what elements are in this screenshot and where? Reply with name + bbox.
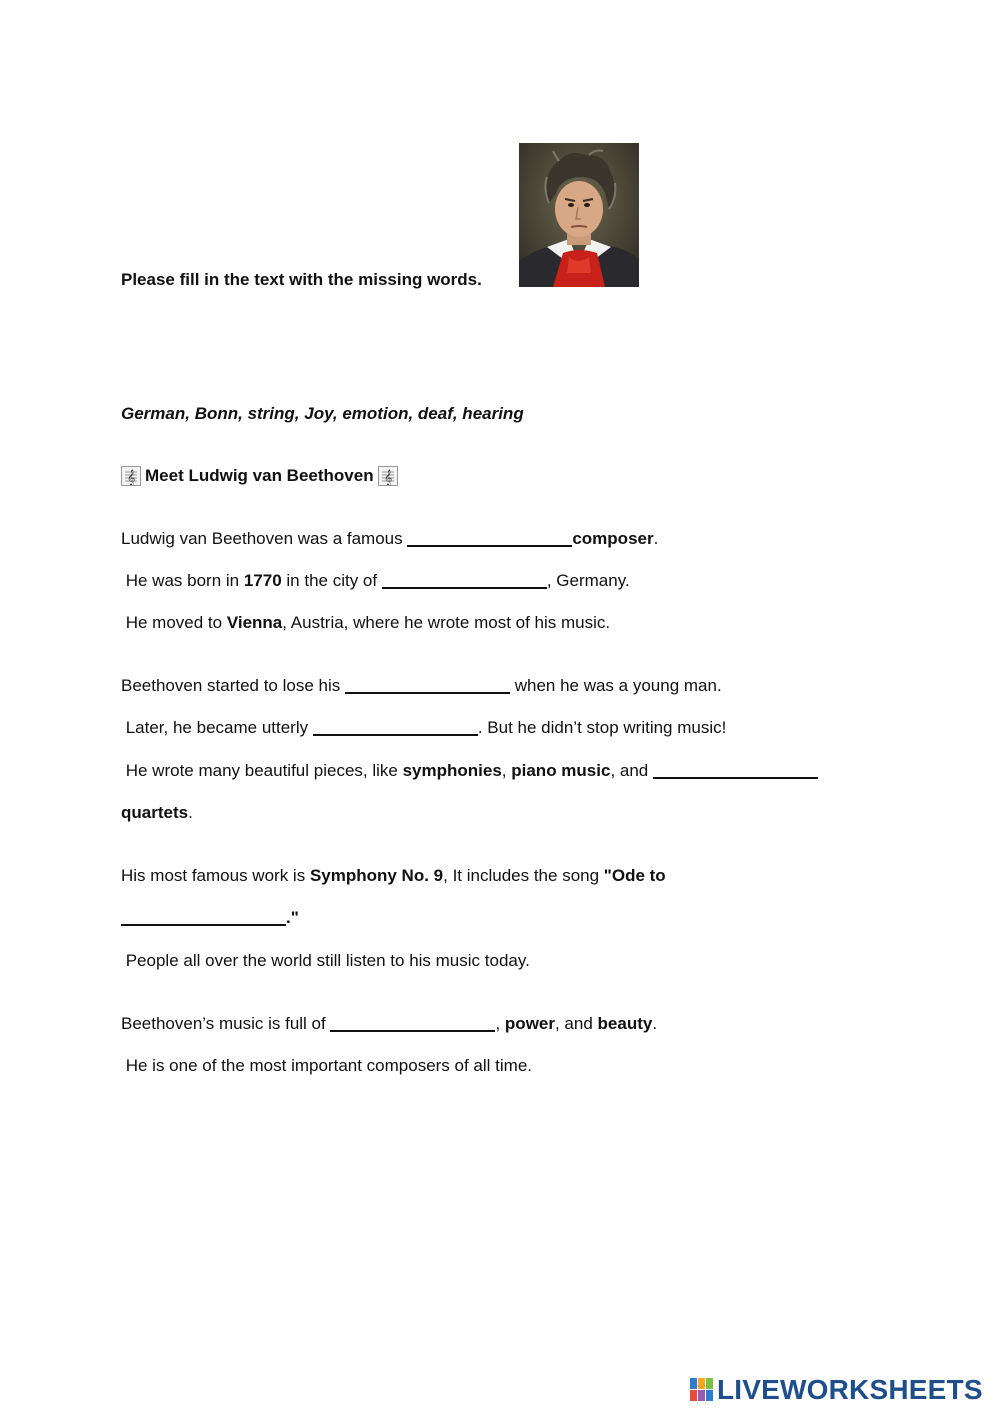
- beethoven-portrait: [519, 143, 639, 287]
- portrait-illustration: [519, 143, 639, 287]
- blank-city[interactable]: [382, 571, 547, 589]
- sentence-nationality: Ludwig van Beethoven was a famous composer.: [121, 529, 659, 548]
- svg-text:𝄞: 𝄞: [127, 470, 136, 485]
- liveworksheets-logo: LIVEWORKSHEETS: [690, 1374, 983, 1402]
- sentence-symphony: His most famous work is Symphony No. 9, It includes the song "Ode to: [121, 866, 666, 885]
- instruction: Please fill in the text with the missing words.: [121, 270, 482, 289]
- liveworksheets-logo-icon: [690, 1378, 714, 1402]
- sentence-hearing: Beethoven started to lose his when he was a young man.: [121, 676, 722, 695]
- music-clef-icon: [378, 466, 398, 486]
- blank-deaf[interactable]: [313, 718, 478, 736]
- blank-emotion[interactable]: [330, 1014, 495, 1032]
- sentence-ode: .": [121, 908, 299, 928]
- title: 𝄞 Meet Ludwig van Beethoven 𝄞: [121, 466, 398, 486]
- sentence-pieces: He wrote many beautiful pieces, like symphonies, piano music, and: [121, 761, 818, 781]
- sentence-quartets: quartets.: [121, 803, 193, 822]
- sentence-birthplace: He was born in 1770 in the city of , Germany.: [121, 571, 630, 590]
- sentence-listen: People all over the world still listen to his music today.: [121, 951, 530, 970]
- blank-hearing[interactable]: [345, 676, 510, 694]
- word-bank: German, Bonn, string, Joy, emotion, deaf, hearing: [121, 404, 524, 423]
- sentence-emotion: Beethoven’s music is full of , power, and beauty.: [121, 1014, 658, 1033]
- music-clef-icon: [121, 466, 141, 486]
- svg-text:𝄞: 𝄞: [383, 470, 392, 485]
- sentence-deaf: Later, he became utterly . But he didn’t stop writing music!: [121, 718, 727, 737]
- blank-joy[interactable]: [121, 908, 286, 926]
- blank-string[interactable]: [653, 761, 818, 779]
- blank-nationality[interactable]: [407, 529, 572, 547]
- sentence-vienna: He moved to Vienna, Austria, where he wrote most of his music.: [121, 613, 611, 632]
- sentence-important: He is one of the most important composers of all time.: [121, 1056, 533, 1075]
